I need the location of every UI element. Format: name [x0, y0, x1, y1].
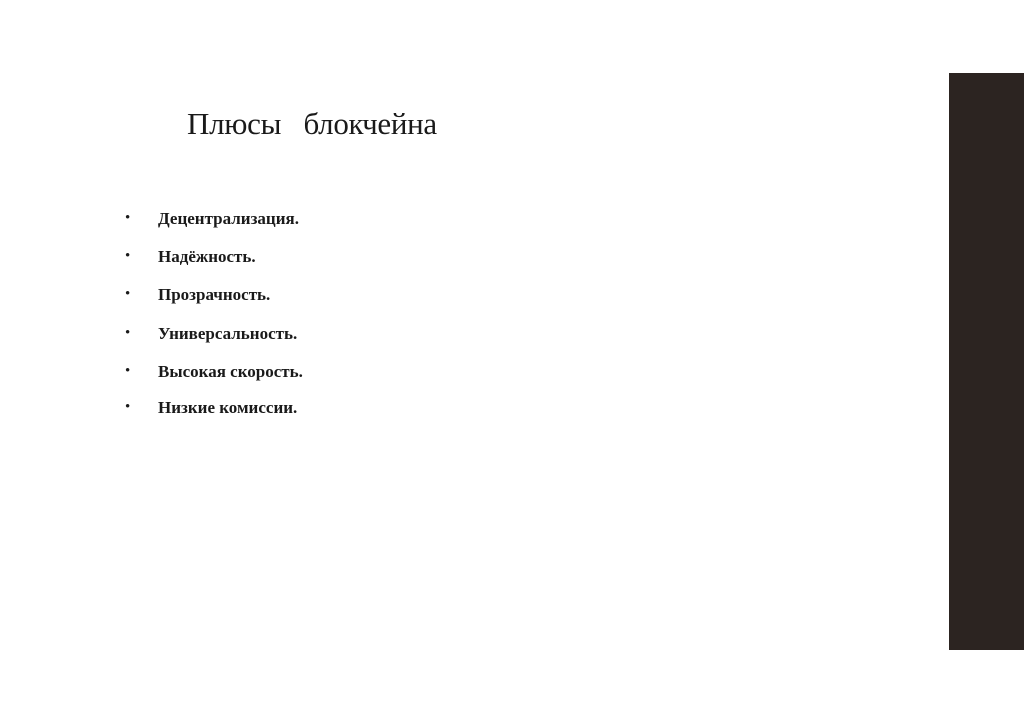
- bullet-icon: •: [125, 248, 131, 264]
- list-item-label: Низкие комиссии.: [158, 398, 298, 417]
- list-item-label: Децентрализация.: [158, 209, 299, 228]
- bullet-icon: •: [125, 286, 131, 302]
- bullet-icon: •: [125, 325, 131, 341]
- bullet-icon: •: [125, 363, 131, 379]
- bullet-icon: •: [125, 210, 131, 226]
- decorative-side-bar: [949, 73, 1024, 650]
- list-item-label: Прозрачность.: [158, 285, 271, 304]
- list-item-label: Надёжность.: [158, 247, 256, 266]
- slide-title: Плюсы блокчейна: [187, 106, 437, 141]
- list-item-label: Универсальность.: [158, 324, 298, 343]
- list-item-label: Высокая скорость.: [158, 362, 303, 381]
- bullet-icon: •: [125, 399, 131, 415]
